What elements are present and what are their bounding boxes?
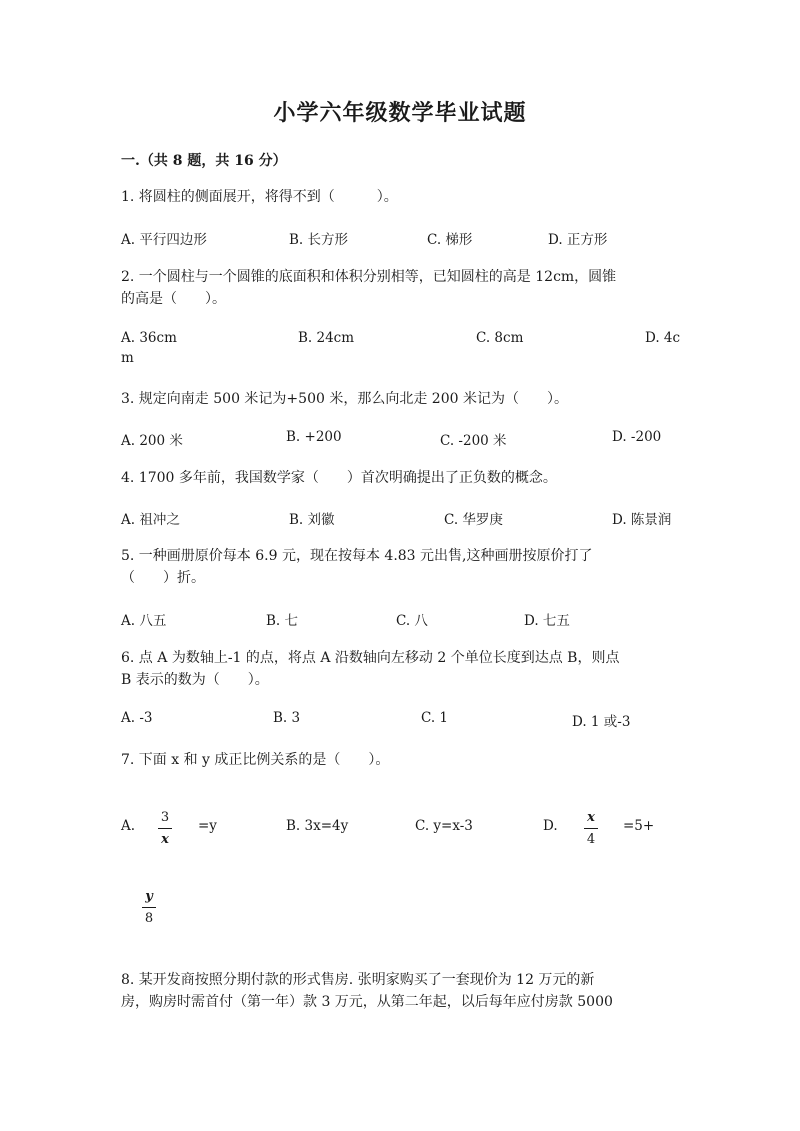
question-7-option-d-fraction-2 [142, 889, 156, 926]
question-1-option-d: D. 正方形 [548, 232, 608, 248]
question-3-option-c: C. -200 米 [440, 433, 507, 449]
fraction-denominator: 4 [586, 832, 596, 847]
question-6-option-b: B. 3 [273, 710, 301, 726]
question-1-text: 1. 将圆柱的侧面展开，将得不到（ ）。 [121, 189, 398, 205]
question-2-text-line1: 2. 一个圆柱与一个圆锥的底面积和体积分别相等，已知圆柱的高是 12cm，圆锥 [121, 269, 617, 285]
fraction-denominator: 8 [144, 911, 154, 926]
question-3-option-a: A. 200 米 [121, 433, 183, 449]
question-1-option-b: B. 长方形 [289, 232, 349, 248]
question-7-option-d-fraction [584, 810, 598, 847]
question-7-option-a-tail: =y [198, 818, 217, 834]
question-5-option-c: C. 八 [396, 613, 428, 629]
section-heading: 一.（共 8 题，共 16 分） [121, 153, 287, 169]
fraction-bar [158, 828, 172, 829]
question-6-option-c: C. 1 [421, 710, 449, 726]
question-5-option-b: B. 七 [266, 613, 299, 629]
question-8-text-line1: 8. 某开发商按照分期付款的形式售房. 张明家购买了一套现价为 12 万元的新 [121, 972, 595, 988]
question-3-option-d: D. -200 [612, 429, 662, 445]
question-7-option-d-tail: =5+ [623, 818, 655, 834]
fraction-denominator: x [161, 832, 169, 847]
fraction-numerator: y [145, 889, 153, 904]
question-2-option-c: C. 8cm [476, 330, 524, 346]
question-2-text-line2: 的高是（ ）。 [121, 291, 226, 307]
question-7-text: 7. 下面 x 和 y 成正比例关系的是（ ）。 [121, 752, 390, 768]
question-6-option-d: D. 1 或-3 [572, 714, 631, 730]
question-7-option-a-fraction [158, 810, 172, 847]
question-7-option-c: C. y=x-3 [415, 818, 473, 834]
question-5-text-line1: 5. 一种画册原价每本 6.9 元，现在按每本 4.83 元出售,这种画册按原价打了 [121, 548, 593, 564]
question-4-option-a: A. 祖冲之 [121, 512, 180, 528]
question-4-text: 4. 1700 多年前，我国数学家（ ）首次明确提出了正负数的概念。 [121, 470, 557, 486]
question-2-option-d-wrap: m [121, 350, 134, 366]
question-6-option-a: A. -3 [121, 710, 153, 726]
question-3-option-b: B. +200 [286, 429, 342, 445]
question-4-option-c: C. 华罗庚 [444, 512, 503, 528]
question-5-option-a: A. 八五 [121, 613, 167, 629]
question-1-option-c: C. 梯形 [427, 232, 473, 248]
question-5-option-d: D. 七五 [524, 613, 570, 629]
question-2-option-a: A. 36cm [121, 330, 177, 346]
fraction-bar [142, 907, 156, 908]
question-6-text-line2: B 表示的数为（ ）。 [121, 672, 269, 688]
question-2-option-b: B. 24cm [298, 330, 355, 346]
fraction-numerator: 3 [160, 810, 170, 825]
question-4-option-b: B. 刘徽 [289, 512, 335, 528]
question-8-text-line2: 房，购房时需首付（第一年）款 3 万元，从第二年起，以后每年应付房款 5000 [121, 994, 613, 1010]
fraction-numerator: x [587, 810, 595, 825]
fraction-bar [584, 828, 598, 829]
question-7-option-b: B. 3x=4y [286, 818, 349, 834]
question-2-option-d: D. 4c [645, 330, 681, 346]
question-1-option-a: A. 平行四边形 [121, 232, 207, 248]
question-7-option-d-label: D. [543, 818, 558, 834]
question-4-option-d: D. 陈景润 [612, 512, 672, 528]
page-title: 小学六年级数学毕业试题 [273, 100, 527, 126]
question-6-text-line1: 6. 点 A 为数轴上-1 的点，将点 A 沿数轴向左移动 2 个单位长度到达点 B，则点 [121, 650, 620, 666]
question-3-text: 3. 规定向南走 500 米记为+500 米，那么向北走 200 米记为（ ）。 [121, 391, 568, 407]
question-5-text-line2: （ ）折。 [121, 570, 205, 586]
question-7-option-a-label: A. [121, 818, 136, 834]
